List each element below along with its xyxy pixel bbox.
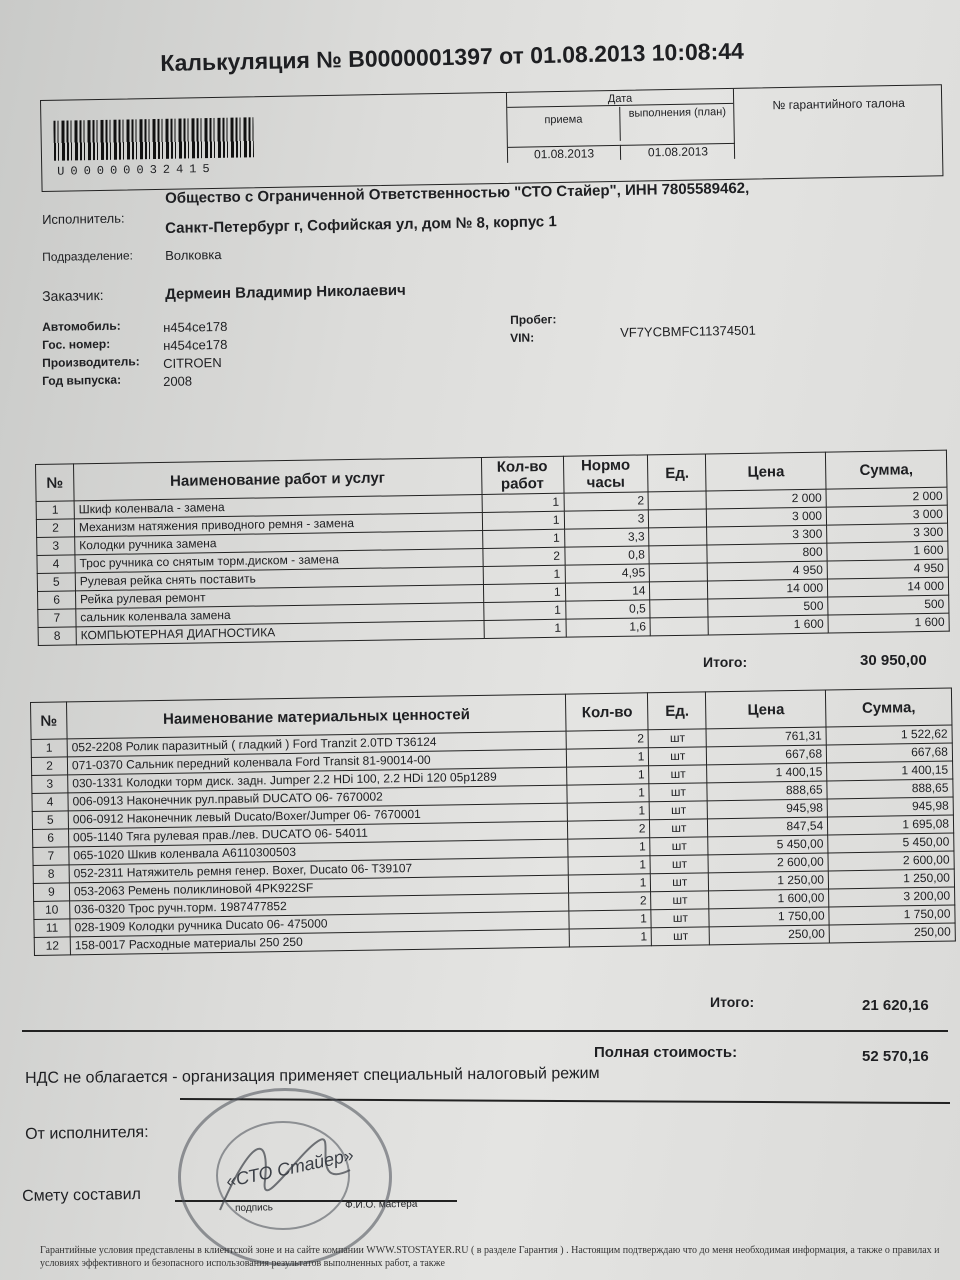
materials-cell: 030-1331 Колодки торм диск. задн. Jumper 2.2 HDi 100, 2.2 HDi 120 05р1289 (68, 767, 568, 793)
vin-label: VIN: (510, 330, 535, 345)
materials-col-num: № (31, 702, 68, 740)
materials-cell: 1 (567, 766, 649, 785)
materials-cell: 053-2063 Ремень поликлиновой 4PK922SF (69, 875, 569, 901)
materials-cell: 1 400,15 (827, 761, 953, 781)
works-cell: Рулевая рейка снять поставить (75, 566, 483, 590)
materials-cell: 1 (568, 838, 650, 857)
materials-cell: 888,65 (827, 779, 953, 799)
materials-cell: шт (649, 765, 707, 784)
materials-cell: 006-0912 Наконечник левый Ducato/Boxer/Jumper 06- 7670001 (68, 803, 568, 829)
works-cell: Рейка рулевая ремонт (75, 584, 483, 608)
works-cell: сальник коленвала замена (76, 602, 484, 626)
customer-name: Дермеин Владимир Николаевич (165, 281, 406, 303)
materials-cell: 1 600,00 (709, 889, 829, 909)
materials-cell: 158-0017 Расходные материалы 250 250 (70, 929, 570, 955)
materials-col-name: Наименование материальных ценностей (66, 694, 566, 739)
materials-cell: 761,31 (706, 727, 826, 747)
vin-value: VF7YCBMFC11374501 (620, 322, 756, 340)
works-cell: 3 (37, 537, 75, 556)
materials-cell: 052-2311 Натяжитель ремня генер. Boxer, Ducato 06- T39107 (69, 857, 569, 883)
materials-total-value: 21 620,16 (862, 997, 929, 1014)
works-cell (649, 509, 707, 528)
materials-cell: 847,54 (708, 817, 828, 837)
materials-total-label: Итого: (710, 994, 755, 1010)
works-cell: КОМПЬЮТЕРНАЯ ДИАГНОСТИКА (76, 620, 484, 644)
materials-cell: 1 (567, 748, 649, 767)
works-cell: 500 (828, 595, 949, 615)
dates-header: Дата (507, 91, 733, 108)
works-cell: 3,3 (564, 528, 649, 547)
materials-cell: 028-1909 Колодки ручника Ducato 06- 475000 (70, 911, 570, 937)
works-col-qty: Кол-во работ (481, 456, 563, 494)
works-cell: 4,95 (565, 564, 650, 583)
materials-cell: 1 (568, 802, 650, 821)
document-title: Калькуляция № В0000001397 от 01.08.2013 10:08:44 (160, 37, 745, 76)
materials-cell: 9 (33, 883, 69, 902)
executor-label: Исполнитель: (42, 210, 125, 227)
works-cell: 14 000 (708, 579, 828, 599)
from-executor-label: От исполнителя: (25, 1123, 149, 1143)
materials-col-qty: Кол-во (566, 693, 649, 731)
works-cell: Механизм натяжения приводного ремня - замена (74, 512, 482, 536)
materials-cell: шт (650, 819, 708, 838)
works-cell (650, 563, 708, 582)
works-cell: 8 (38, 627, 76, 646)
materials-cell: шт (651, 873, 709, 892)
works-cell: 14 000 (828, 577, 949, 597)
sign-label: подпись (235, 1202, 273, 1214)
works-cell: Трос ручника со снятым торм.диском - замена (75, 548, 483, 572)
works-col-hours: Нормо часы (563, 455, 648, 493)
works-cell: 1 (483, 583, 565, 602)
materials-cell: 8 (33, 865, 69, 884)
materials-col-sum: Сумма, (826, 688, 952, 727)
works-cell: 1 (482, 493, 564, 512)
works-cell: 3 000 (707, 507, 827, 527)
materials-cell: 888,65 (707, 781, 827, 801)
works-cell (649, 527, 707, 546)
materials-cell: 1 (570, 928, 652, 947)
works-cell (650, 617, 708, 636)
division-value: Волковка (165, 247, 222, 263)
materials-cell: 1 (567, 784, 649, 803)
works-cell (649, 545, 707, 564)
signature-scribble (210, 1120, 360, 1230)
materials-cell: 945,98 (707, 799, 827, 819)
works-col-name: Наименование работ и услуг (73, 457, 481, 500)
materials-cell: 945,98 (827, 797, 953, 817)
plate-value: н454се178 (163, 336, 228, 353)
works-cell: 1 600 (828, 613, 949, 633)
materials-cell: 6 (33, 829, 69, 848)
materials-cell: 10 (34, 901, 70, 920)
materials-cell: шт (649, 783, 707, 802)
works-cell: 1 (483, 565, 565, 584)
materials-cell: 1 250,00 (828, 869, 954, 889)
works-cell: 3 300 (707, 525, 827, 545)
materials-table (30, 688, 956, 956)
materials-cell: шт (650, 801, 708, 820)
materials-cell: 667,68 (707, 745, 827, 765)
materials-cell: 5 (32, 811, 68, 830)
works-cell: 1 (483, 601, 565, 620)
materials-cell: 1 695,08 (828, 815, 954, 835)
materials-cell: 2 (566, 730, 648, 749)
materials-cell: 3 200,00 (829, 887, 955, 907)
works-cell: 7 (38, 609, 76, 628)
car-value: н454се178 (163, 318, 228, 335)
fio-label: Ф.И.О. мастера (345, 1198, 418, 1211)
materials-cell: шт (651, 909, 709, 928)
materials-cell: 2 (568, 820, 650, 839)
materials-cell: 2 600,00 (828, 851, 954, 871)
works-col-unit: Ед. (648, 454, 706, 492)
works-cell: 1 (482, 529, 564, 548)
works-cell: 14 (565, 582, 650, 601)
works-cell: 500 (708, 597, 828, 617)
materials-cell: 1 (568, 856, 650, 875)
division-label: Подразделение: (42, 248, 134, 264)
materials-cell: 5 450,00 (708, 835, 828, 855)
materials-cell: 2 (569, 892, 651, 911)
works-cell: 3 (564, 510, 649, 529)
materials-cell: 005-1140 Тяга рулевая прав./лев. DUCATO 06- 54011 (68, 821, 568, 847)
materials-cell: шт (650, 837, 708, 856)
materials-cell: 071-0370 Сальник передний коленвала Ford Transit 81-90014-00 (67, 749, 567, 775)
divider (22, 1030, 948, 1032)
works-cell: 2 (564, 492, 649, 511)
works-cell: 1 600 (827, 541, 948, 561)
vat-note: НДС не облагается - организация применяет специальный налоговый режим (25, 1064, 600, 1087)
materials-cell: 1 250,00 (709, 871, 829, 891)
planned-date: 01.08.2013 (620, 143, 735, 160)
materials-cell: 1 (31, 739, 67, 758)
materials-cell: 4 (32, 793, 68, 812)
materials-cell: 1 750,00 (709, 907, 829, 927)
dates-table (506, 89, 735, 163)
works-cell: 0,8 (564, 546, 649, 565)
materials-cell: шт (652, 927, 710, 946)
works-cell: 6 (38, 591, 76, 610)
estimate-by-label: Смету составил (22, 1185, 142, 1205)
materials-cell: 052-2208 Ролик паразитный ( гладкий ) Ford Tranzit 2.0TD T36124 (67, 731, 567, 757)
customer-label: Заказчик: (42, 286, 104, 304)
materials-cell: 2 600,00 (708, 853, 828, 873)
year-label: Год выпуска: (42, 372, 122, 388)
works-col-num: № (36, 464, 75, 502)
works-cell: 1 (36, 501, 74, 520)
works-col-price: Цена (706, 452, 826, 491)
works-cell: 2 000 (706, 489, 826, 509)
seal-text: «СТО Стайер» (224, 1144, 356, 1192)
works-cell: 800 (707, 543, 827, 563)
materials-cell: 036-0320 Трос ручн.торм. 1987477852 (70, 893, 570, 919)
works-cell: 1 (482, 511, 564, 530)
works-cell: Шкиф коленвала - замена (74, 494, 482, 518)
works-cell: 2 (482, 547, 564, 566)
materials-cell: 006-0913 Наконечник рул.правый DUCATO 06- 7670002 (68, 785, 568, 811)
works-cell: 4 950 (827, 559, 948, 579)
works-cell (650, 599, 708, 618)
works-table (35, 450, 950, 646)
executor-line1: Общество с Ограниченной Ответственностью "СТО Стайер", ИНН 7805589462, (165, 179, 750, 207)
materials-cell: 1 (569, 874, 651, 893)
works-cell: 3 300 (827, 523, 948, 543)
materials-cell: 1 522,62 (826, 725, 952, 745)
works-cell (648, 491, 706, 510)
materials-cell: 7 (33, 847, 69, 866)
materials-cell: шт (649, 747, 707, 766)
received-date: 01.08.2013 (508, 145, 620, 162)
year-value: 2008 (163, 373, 193, 389)
mileage-label: Пробег: (510, 312, 557, 327)
materials-cell: 1 750,00 (829, 905, 955, 925)
works-cell: 3 000 (826, 505, 947, 525)
works-cell: 5 (37, 573, 75, 592)
materials-col-price: Цена (706, 690, 826, 729)
materials-cell: 1 400,15 (707, 763, 827, 783)
barcode-image (53, 117, 254, 160)
materials-cell: 667,68 (826, 743, 952, 763)
works-col-sum: Сумма, (826, 450, 947, 489)
works-cell: 4 (37, 555, 75, 574)
materials-cell: 12 (34, 937, 70, 956)
materials-cell: 250,00 (709, 925, 829, 945)
works-cell: 0,5 (565, 600, 650, 619)
materials-cell: 065-1020 Шкив коленвала A6110300503 (69, 839, 569, 865)
materials-col-unit: Ед. (648, 692, 706, 730)
footer-terms: Гарантийные условия представлены в клиентской зоне и на сайте компании WWW.STOSTAYER.RU ( в разделе Гарантия ) . Настоящим подтверждаю что до меня необходимая информация, а также о правилах и условиях эффективного и безопасного использования результатов выполненных работ, а тaкже (40, 1245, 940, 1269)
car-label: Автомобиль: (42, 318, 121, 334)
plate-label: Гос. номер: (42, 336, 111, 352)
works-cell: 1 (484, 619, 566, 638)
maker-value: CITROEN (163, 354, 222, 371)
materials-cell: 2 (31, 757, 67, 776)
barcode-number: U00000032415 (57, 161, 216, 179)
executor-line2: Санкт-Петербург г, Софийская ул, дом № 8, корпус 1 (165, 213, 557, 237)
maker-label: Производитель: (42, 354, 140, 370)
works-cell: 2 (36, 519, 74, 538)
planned-label: выполнения (план) (619, 105, 735, 141)
full-cost-label: Полная стоимость: (594, 1044, 738, 1061)
header-box (40, 84, 943, 192)
materials-cell: 250,00 (829, 923, 955, 943)
works-cell: Колодки ручника замена (75, 530, 483, 554)
warranty-label: № гарантийного талона (772, 95, 906, 113)
materials-cell: шт (648, 729, 706, 748)
materials-cell: шт (651, 891, 709, 910)
full-cost-value: 52 570,16 (862, 1048, 929, 1065)
works-total-value: 30 950,00 (860, 652, 927, 669)
works-cell: 1 600 (708, 615, 828, 635)
materials-cell: шт (650, 855, 708, 874)
works-total-label: Итого: (703, 654, 748, 670)
materials-cell: 3 (32, 775, 68, 794)
materials-cell: 11 (34, 919, 70, 938)
materials-cell: 1 (569, 910, 651, 929)
works-cell: 4 950 (707, 561, 827, 581)
works-cell (650, 581, 708, 600)
works-cell: 1,6 (566, 618, 651, 637)
received-label: приема (544, 113, 583, 127)
materials-cell: 5 450,00 (828, 833, 954, 853)
works-cell: 2 000 (826, 487, 947, 507)
